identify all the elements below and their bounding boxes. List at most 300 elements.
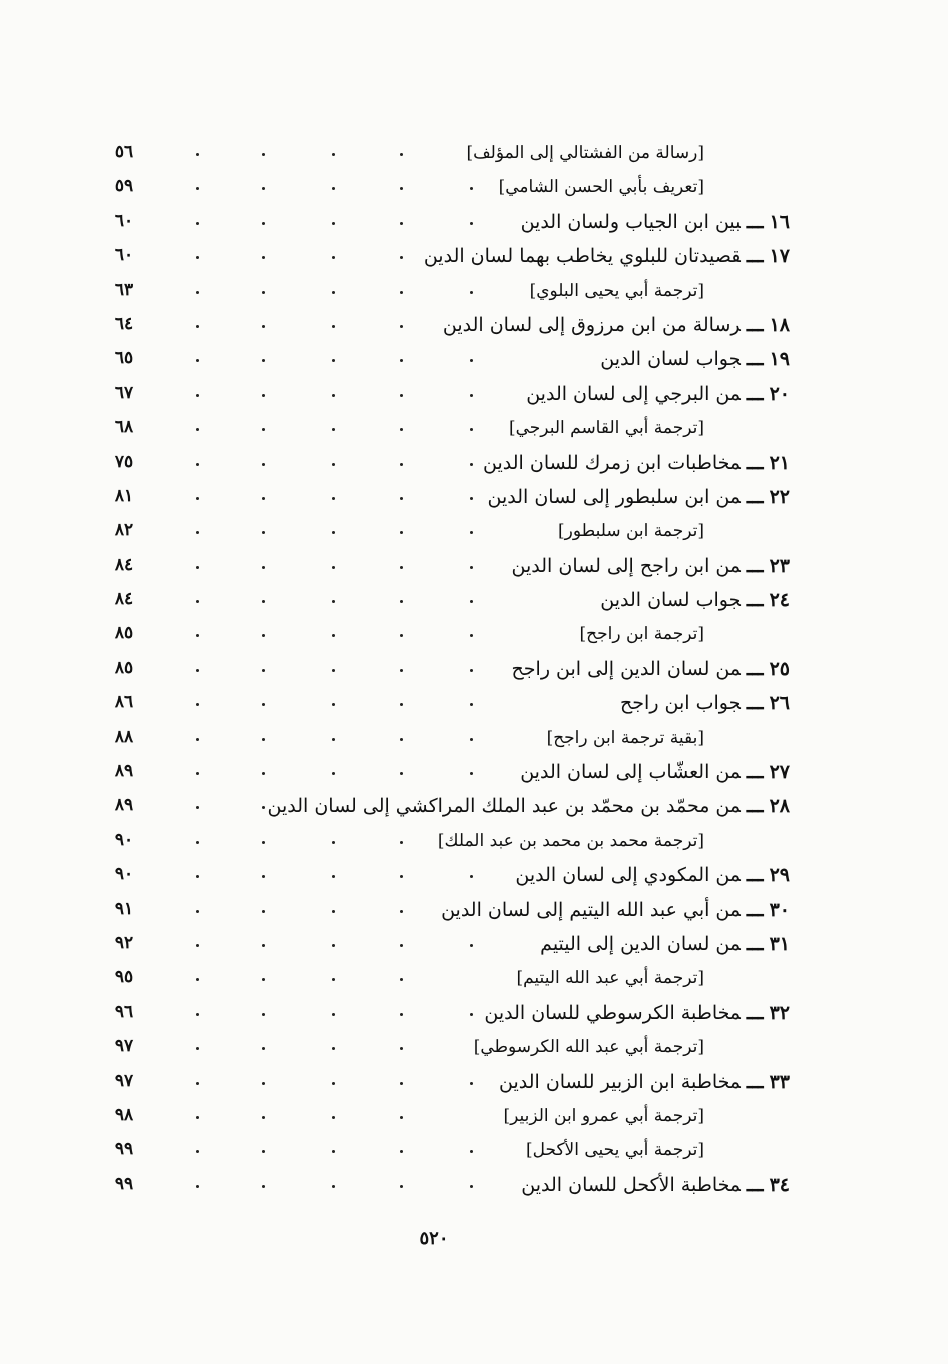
toc-entry — [268, 792, 791, 820]
toc-entry — [443, 311, 790, 339]
leader-dot — [262, 1150, 265, 1153]
toc-entry — [547, 724, 704, 752]
leader-dot — [400, 566, 403, 569]
entry-page-number: ٥٩ — [114, 176, 134, 197]
leader-dot — [196, 1116, 199, 1119]
entry-title: جواب لسان الدين — [600, 348, 741, 371]
leader-dash: ـــ — [746, 1173, 764, 1196]
entry-number: ٢١ — [769, 451, 790, 474]
toc-row — [0, 1066, 948, 1100]
toc-row — [0, 206, 948, 240]
leader-dot — [400, 531, 403, 534]
leader-dot — [262, 1185, 265, 1188]
leader-dot — [196, 1013, 199, 1016]
entry-title: [ترجمة ابن راجح] — [579, 624, 704, 645]
entry-title: بين ابن الجياب ولسان الدين — [520, 210, 741, 233]
entry-number: ١٩ — [769, 348, 790, 371]
leader-dot — [400, 497, 403, 500]
leader-dot — [332, 256, 335, 259]
leader-dot — [196, 634, 199, 637]
toc-row — [0, 928, 948, 962]
leader-dot — [400, 325, 403, 328]
toc-row — [0, 790, 948, 824]
leader-dot — [332, 1082, 335, 1085]
toc-entry — [424, 242, 790, 270]
leader-dot — [262, 634, 265, 637]
leader-dot — [196, 875, 199, 878]
leader-dot — [400, 669, 403, 672]
toc-row — [0, 447, 948, 481]
leader-dot — [400, 738, 403, 741]
leader-dot — [262, 187, 265, 190]
leader-dot — [470, 703, 473, 706]
toc-row — [0, 550, 948, 584]
toc-row — [0, 756, 948, 790]
leader-dot — [196, 772, 199, 775]
leader-dot — [262, 463, 265, 466]
toc-entry — [499, 1068, 790, 1096]
leader-dot — [400, 772, 403, 775]
leader-dash: ـــ — [746, 657, 764, 680]
entry-number: ٢٣ — [769, 554, 790, 577]
toc-entry — [441, 896, 790, 924]
leader-dot — [262, 841, 265, 844]
entry-page-number: ٩٠ — [114, 864, 134, 885]
leader-dot — [400, 463, 403, 466]
entry-title: مخاطبة الأكحل للسان الدين — [521, 1173, 741, 1196]
leader-dot — [196, 325, 199, 328]
leader-dot — [332, 634, 335, 637]
leader-dot — [332, 463, 335, 466]
toc-row — [0, 584, 948, 618]
toc-entry — [558, 517, 704, 545]
leader-dot — [196, 256, 199, 259]
toc-entry — [484, 999, 790, 1027]
toc-entry — [483, 449, 790, 477]
toc-entry — [515, 861, 790, 889]
entry-title: مخاطبات ابن زمرك للسان الدين — [483, 451, 741, 474]
entry-title: من أبي عبد الله اليتيم إلى لسان الدين — [441, 898, 741, 921]
leader-dot — [196, 669, 199, 672]
toc-row — [0, 171, 948, 205]
toc-entry — [521, 1171, 790, 1199]
entry-page-number: ٩٩ — [114, 1173, 134, 1194]
leader-dot — [332, 222, 335, 225]
leader-dot — [400, 1082, 403, 1085]
entry-page-number: ٦٠ — [114, 210, 134, 231]
entry-page-number: ٦٨ — [114, 417, 134, 438]
leader-dot — [332, 669, 335, 672]
leader-dot — [196, 222, 199, 225]
leader-dot — [196, 566, 199, 569]
toc-entry — [466, 139, 704, 167]
toc-entry — [600, 586, 790, 614]
leader-dot — [400, 600, 403, 603]
toc-row — [0, 1134, 948, 1168]
entry-number: ٣٠ — [769, 898, 790, 921]
leader-dot — [332, 153, 335, 156]
page-number: ٥٢٠ — [419, 1228, 449, 1249]
leader-dot — [470, 634, 473, 637]
toc-entry — [512, 552, 790, 580]
entry-number: ٢٠ — [769, 382, 790, 405]
leader-dot — [262, 256, 265, 259]
leader-dash: ـــ — [746, 898, 764, 921]
entry-page-number: ٦٠ — [114, 245, 134, 266]
entry-page-number: ٨٤ — [114, 554, 134, 575]
leader-dot — [332, 187, 335, 190]
leader-dot — [400, 428, 403, 431]
leader-dot — [470, 600, 473, 603]
leader-dash: ـــ — [746, 932, 764, 955]
entry-title: جواب لسان الدين — [600, 589, 741, 612]
leader-dot — [262, 428, 265, 431]
entry-number: ٢٨ — [769, 795, 790, 818]
leader-dot — [196, 944, 199, 947]
entry-title: [تعريف بأبي الحسن الشامي] — [498, 177, 704, 198]
entry-title: [ترجمة أبي عبد الله اليتيم] — [516, 968, 704, 989]
leader-dash: ـــ — [746, 313, 764, 336]
entry-page-number: ٦٣ — [114, 279, 134, 300]
leader-dot — [332, 359, 335, 362]
toc-row — [0, 137, 948, 171]
leader-dot — [262, 1082, 265, 1085]
toc-entry — [488, 483, 791, 511]
leader-dot — [262, 738, 265, 741]
leader-dot — [332, 841, 335, 844]
leader-dot — [262, 669, 265, 672]
entry-page-number: ٦٤ — [114, 313, 134, 334]
leader-dot — [400, 1150, 403, 1153]
leader-dot — [332, 978, 335, 981]
leader-dash: ـــ — [746, 864, 764, 887]
leader-dot — [332, 944, 335, 947]
leader-dot — [262, 291, 265, 294]
leader-dot — [262, 1116, 265, 1119]
entry-number: ٣١ — [769, 932, 790, 955]
leader-dash: ـــ — [746, 795, 764, 818]
toc-row — [0, 825, 948, 859]
entry-number: ٢٦ — [769, 692, 790, 715]
leader-dot — [470, 1013, 473, 1016]
leader-dot — [470, 566, 473, 569]
leader-dot — [196, 806, 199, 809]
leader-dot — [332, 875, 335, 878]
leader-dash: ـــ — [746, 210, 764, 233]
leader-dot — [400, 359, 403, 362]
entry-title: [ترجمة أبي عمرو ابن الزبير] — [503, 1105, 704, 1126]
entry-title: من المكودي إلى لسان الدين — [515, 864, 741, 887]
leader-dot — [262, 875, 265, 878]
toc-row — [0, 515, 948, 549]
toc-row — [0, 1100, 948, 1134]
entry-page-number: ٨٥ — [114, 623, 134, 644]
leader-dot — [400, 291, 403, 294]
toc-row — [0, 859, 948, 893]
leader-dot — [470, 1185, 473, 1188]
leader-dot — [470, 359, 473, 362]
toc-row — [0, 1031, 948, 1065]
leader-dot — [262, 703, 265, 706]
leader-dot — [332, 1047, 335, 1050]
leader-dot — [332, 291, 335, 294]
entry-page-number: ٨١ — [114, 485, 134, 506]
toc-entry — [438, 827, 704, 855]
entry-page-number: ٩٧ — [114, 1070, 134, 1091]
toc-row — [0, 481, 948, 515]
toc-row — [0, 894, 948, 928]
leader-dash: ـــ — [746, 692, 764, 715]
leader-dot — [262, 1047, 265, 1050]
leader-dot — [196, 497, 199, 500]
leader-dot — [196, 394, 199, 397]
leader-dot — [196, 1047, 199, 1050]
entry-page-number: ٩٩ — [114, 1139, 134, 1160]
entry-page-number: ٦٧ — [114, 382, 134, 403]
toc-row — [0, 240, 948, 274]
leader-dot — [470, 497, 473, 500]
leader-dot — [196, 1185, 199, 1188]
leader-dot — [470, 1150, 473, 1153]
entry-page-number: ٨٤ — [114, 589, 134, 610]
entry-title: رسالة من ابن مرزوق إلى لسان الدين — [442, 313, 741, 336]
entry-page-number: ٩١ — [114, 898, 134, 919]
leader-dash: ـــ — [746, 382, 764, 405]
leader-dot — [470, 187, 473, 190]
leader-dot — [332, 497, 335, 500]
leader-dot — [332, 325, 335, 328]
leader-dot — [470, 875, 473, 878]
entry-title: من ابن سلبطور إلى لسان الدين — [487, 485, 741, 508]
leader-dot — [470, 222, 473, 225]
entry-title: [ترجمة محمد بن محمد بن عبد الملك] — [437, 830, 704, 851]
leader-dot — [400, 222, 403, 225]
leader-dot — [262, 497, 265, 500]
leader-dot — [196, 600, 199, 603]
leader-dot — [400, 1013, 403, 1016]
toc-row — [0, 1169, 948, 1203]
toc-entry — [474, 1033, 704, 1061]
leader-dot — [470, 738, 473, 741]
leader-dot — [196, 359, 199, 362]
toc-entry — [503, 1102, 704, 1130]
entry-page-number: ٨٩ — [114, 761, 134, 782]
toc-row — [0, 309, 948, 343]
entry-number: ١٧ — [769, 245, 790, 268]
toc-entry — [521, 208, 790, 236]
leader-dot — [400, 1116, 403, 1119]
entry-title: [ترجمة أبي عبد الله الكرسوطي] — [473, 1037, 704, 1058]
leader-dot — [262, 600, 265, 603]
entry-page-number: ٥٦ — [114, 142, 134, 162]
leader-dot — [262, 806, 265, 809]
leader-dot — [400, 153, 403, 156]
leader-dot — [400, 394, 403, 397]
leader-dash: ـــ — [746, 554, 764, 577]
entry-title: من العشّاب إلى لسان الدين — [520, 761, 741, 784]
toc-entry — [499, 173, 704, 201]
toc-row — [0, 378, 948, 412]
toc-entry — [509, 414, 704, 442]
leader-dot — [262, 394, 265, 397]
leader-dot — [332, 394, 335, 397]
leader-dot — [470, 394, 473, 397]
leader-dot — [470, 291, 473, 294]
leader-dot — [196, 703, 199, 706]
entry-title: من ابن راجح إلى لسان الدين — [511, 554, 741, 577]
leader-dot — [332, 531, 335, 534]
leader-dot — [196, 841, 199, 844]
entry-page-number: ٨٢ — [114, 520, 134, 541]
entry-title: من محمّد بن محمّد بن عبد الملك المراكشي إلى لسان الدين — [267, 795, 741, 818]
entry-page-number: ٩٦ — [114, 1001, 134, 1022]
leader-dot — [262, 566, 265, 569]
entry-page-number: ٨٩ — [114, 795, 134, 816]
leader-dot — [470, 772, 473, 775]
entry-page-number: ٩٧ — [114, 1036, 134, 1057]
entry-number: ٢٢ — [769, 485, 790, 508]
entry-number: ٣٤ — [769, 1173, 790, 1196]
toc-entry — [620, 689, 790, 717]
entry-number: ٢٧ — [769, 761, 790, 784]
toc-row — [0, 997, 948, 1031]
entry-page-number: ٦٥ — [114, 348, 134, 369]
entry-page-number: ٩٢ — [114, 932, 134, 953]
entry-title: مخاطبة الكرسوطي للسان الدين — [484, 1001, 741, 1024]
toc-row — [0, 412, 948, 446]
leader-dot — [262, 772, 265, 775]
entry-page-number: ٩٠ — [114, 829, 134, 850]
leader-dot — [400, 910, 403, 913]
leader-dash: ـــ — [746, 589, 764, 612]
entry-title: [ترجمة أبي يحيى البلوي] — [529, 280, 704, 301]
leader-dash: ـــ — [746, 245, 764, 268]
leader-dot — [400, 187, 403, 190]
entry-title: من لسان الدين إلى ابن راجح — [511, 657, 741, 680]
entry-page-number: ٩٨ — [114, 1104, 134, 1125]
leader-dot — [262, 978, 265, 981]
leader-dash: ـــ — [746, 1001, 764, 1024]
toc-entry — [520, 758, 790, 786]
toc-entry — [540, 930, 790, 958]
entry-number: ٣٣ — [769, 1070, 790, 1093]
leader-dot — [400, 944, 403, 947]
entry-page-number: ٨٨ — [114, 726, 134, 747]
leader-dot — [400, 841, 403, 844]
leader-dot — [196, 978, 199, 981]
leader-dot — [262, 359, 265, 362]
leader-dot — [332, 772, 335, 775]
entry-title: [ترجمة ابن سلبطور] — [558, 521, 704, 542]
toc-entry — [580, 620, 704, 648]
leader-dot — [196, 291, 199, 294]
toc-row — [0, 275, 948, 309]
entry-title: مخاطبة ابن الزبير للسان الدين — [498, 1070, 741, 1093]
entry-title: من لسان الدين إلى اليتيم — [540, 932, 741, 955]
leader-dot — [262, 222, 265, 225]
leader-dot — [196, 738, 199, 741]
leader-dash: ـــ — [746, 348, 764, 371]
leader-dot — [196, 1082, 199, 1085]
leader-dot — [196, 910, 199, 913]
leader-dot — [262, 153, 265, 156]
leader-dot — [400, 256, 403, 259]
leader-dash: ـــ — [746, 761, 764, 784]
entry-number: ٢٤ — [769, 589, 790, 612]
toc-entry — [512, 655, 790, 683]
leader-dot — [400, 1185, 403, 1188]
leader-dot — [332, 1116, 335, 1119]
leader-dot — [196, 531, 199, 534]
toc-entry — [530, 277, 704, 305]
leader-dot — [332, 566, 335, 569]
leader-dot — [470, 1082, 473, 1085]
leader-dot — [262, 531, 265, 534]
leader-dot — [332, 1013, 335, 1016]
leader-dot — [196, 187, 199, 190]
leader-dot — [332, 738, 335, 741]
toc-row — [0, 618, 948, 652]
entry-title: من البرجي إلى لسان الدين — [526, 382, 741, 405]
entry-title: [ترجمة أبي يحيى الأكحل] — [525, 1140, 704, 1161]
toc-entry — [600, 345, 790, 373]
leader-dash: ـــ — [746, 485, 764, 508]
entry-number: ٣٢ — [769, 1001, 790, 1024]
leader-dot — [470, 944, 473, 947]
entry-page-number: ٧٥ — [114, 451, 134, 472]
toc-row — [0, 962, 948, 996]
leader-dot — [332, 600, 335, 603]
entry-number: ٢٩ — [769, 864, 790, 887]
entry-page-number: ٨٥ — [114, 657, 134, 678]
toc-row — [0, 722, 948, 756]
entry-title: جواب ابن راجح — [620, 692, 741, 715]
entry-number: ١٦ — [769, 210, 790, 233]
leader-dot — [196, 1150, 199, 1153]
leader-dot — [400, 1047, 403, 1050]
leader-dot — [196, 463, 199, 466]
leader-dot — [470, 463, 473, 466]
toc-row — [0, 687, 948, 721]
entry-page-number: ٩٥ — [114, 967, 134, 988]
leader-dot — [400, 875, 403, 878]
leader-dot — [400, 634, 403, 637]
entry-title: [رسالة من الفشتالي إلى المؤلف] — [466, 143, 704, 163]
toc-row — [0, 653, 948, 687]
leader-dot — [262, 944, 265, 947]
leader-dot — [332, 1150, 335, 1153]
leader-dot — [470, 531, 473, 534]
entry-title: قصيدتان للبلوي يخاطب بهما لسان الدين — [423, 245, 741, 268]
leader-dot — [196, 153, 199, 156]
leader-dash: ـــ — [746, 1070, 764, 1093]
entry-number: ٢٥ — [769, 657, 790, 680]
leader-dot — [262, 1013, 265, 1016]
leader-dot — [400, 978, 403, 981]
leader-dot — [196, 428, 199, 431]
toc-entry — [526, 380, 790, 408]
leader-dot — [332, 703, 335, 706]
leader-dot — [400, 703, 403, 706]
leader-dot — [332, 1185, 335, 1188]
toc-row — [0, 343, 948, 377]
leader-dot — [332, 910, 335, 913]
leader-dot — [470, 428, 473, 431]
entry-title: [ترجمة أبي القاسم البرجي] — [509, 418, 704, 439]
leader-dot — [332, 428, 335, 431]
leader-dot — [470, 669, 473, 672]
toc-entry — [526, 1136, 704, 1164]
